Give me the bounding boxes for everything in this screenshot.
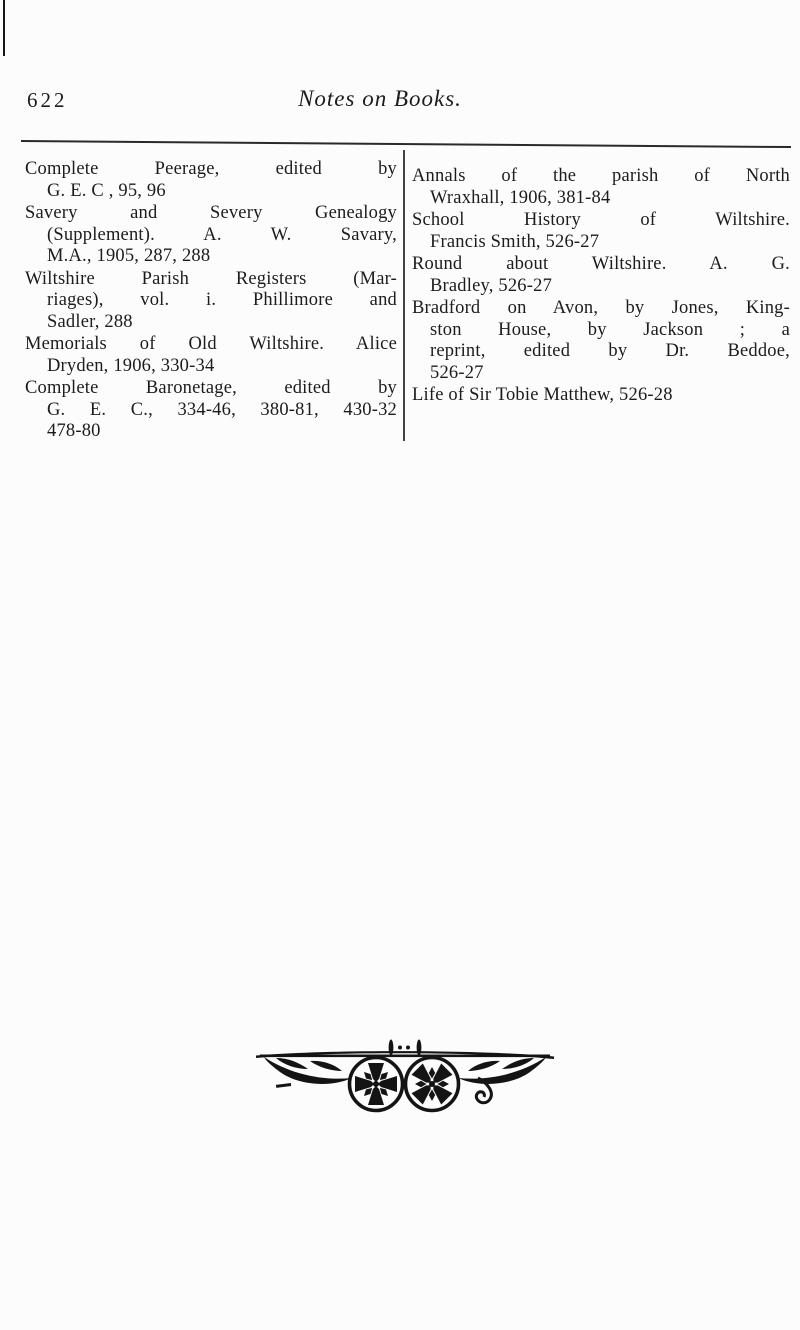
entry-line: riages), vol. i. Phillimore and (47, 290, 397, 310)
index-entry (25, 269, 397, 334)
index-entry (412, 298, 790, 384)
entry-line: G. E. C , 95, 96 (47, 180, 166, 201)
entry-line: Wraxhall, 1906, 381-84 (430, 187, 611, 208)
index-column-right (412, 159, 790, 408)
index-entry (412, 210, 790, 253)
entry-line: reprint, edited by Dr. Beddoe, (430, 341, 790, 361)
entry-line: M.A., 1905, 287, 288 (47, 246, 211, 266)
entry-line: Bradley, 526-27 (430, 275, 553, 296)
index-entry (412, 254, 790, 297)
entry-line: Complete Baronetage, edited by (25, 378, 397, 398)
index-entry (25, 159, 397, 202)
header-rule (21, 140, 791, 148)
index-entry (25, 378, 397, 443)
entry-line: Sadler, 288 (47, 311, 133, 332)
page-number: 622 (27, 88, 68, 112)
index-entry (25, 203, 397, 268)
entry-line: Savery and Severy Genealogy (25, 203, 397, 223)
entry-line: Round about Wiltshire. A. G. (412, 254, 790, 274)
index-entry (412, 385, 790, 407)
entry-line: 526-27 (430, 362, 484, 383)
entry-line: Wiltshire Parish Registers (Mar- (25, 268, 397, 289)
floral-tailpiece-ornament (250, 1038, 560, 1120)
index-entry (25, 334, 397, 377)
entry-line: Memorials of Old Wiltshire. Alice (25, 334, 397, 354)
entry-line: G. E. C., 334-46, 380-81, 430-32 (47, 399, 397, 420)
index-entry (412, 166, 790, 209)
column-divider-rule (403, 150, 405, 441)
entry-line: Francis Smith, 526-27 (430, 231, 600, 252)
entry-line: Dryden, 1906, 330-34 (47, 355, 215, 376)
entry-line: Complete Peerage, edited by (25, 159, 397, 179)
entry-line: 478-80 (47, 421, 101, 441)
entry-line: School History of Wiltshire. (412, 210, 790, 230)
entry-line: (Supplement). A. W. Savary, (47, 224, 397, 245)
entry-line: ston House, by Jackson ; a (430, 319, 790, 340)
entry-line: Life of Sir Tobie Matthew, 526-28 (412, 385, 673, 405)
scan-edge-artifact (3, 0, 5, 56)
page-title: Notes on Books. (298, 86, 462, 111)
entry-line: Bradford on Avon, by Jones, King- (412, 298, 790, 318)
entry-line: Annals of the parish of North (412, 166, 790, 186)
index-column-left (25, 159, 397, 444)
